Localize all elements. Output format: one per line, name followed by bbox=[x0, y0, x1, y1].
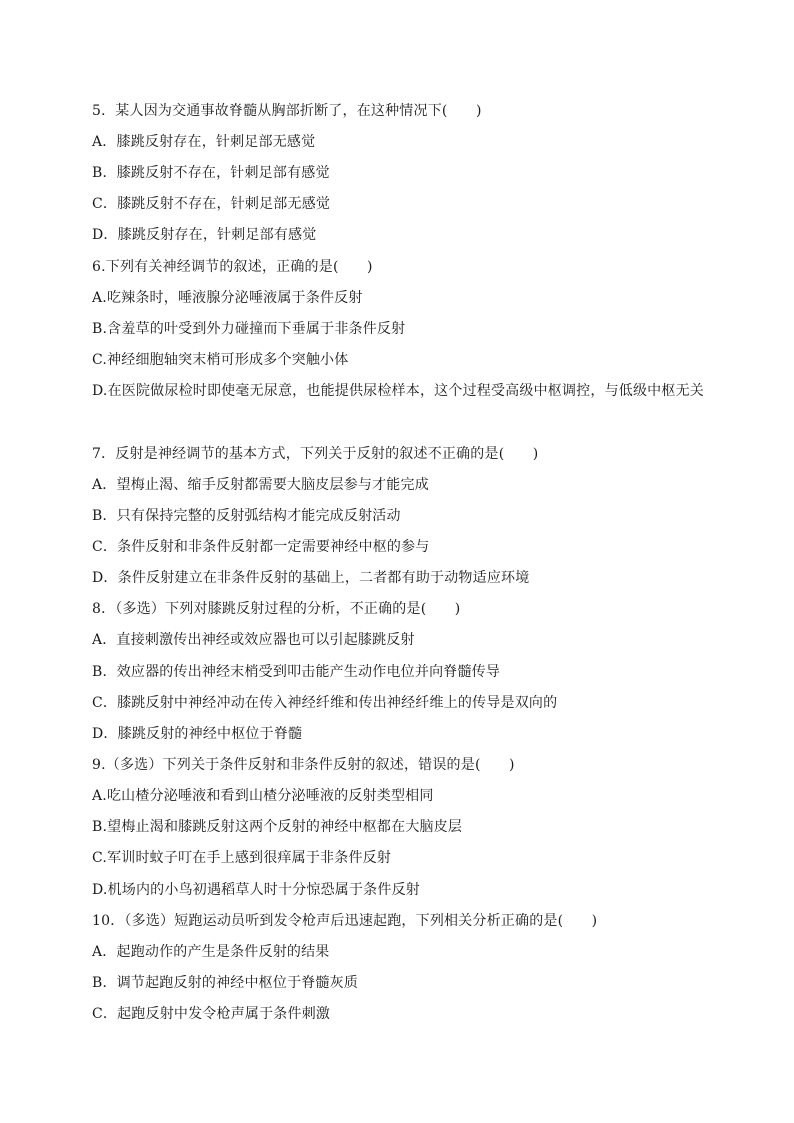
question-10-option-b: B．调节起跑反射的神经中枢位于脊髓灰质 bbox=[92, 975, 359, 991]
question-9-option-d: D.机场内的小鸟初遇稻草人时十分惊恐属于条件反射 bbox=[92, 882, 420, 898]
question-5-stem: 5．某人因为交通事故脊髓从胸部折断了，在这种情况下( ) bbox=[92, 103, 482, 119]
question-9-option-a: A.吃山楂分泌唾液和看到山楂分泌唾液的反射类型相同 bbox=[92, 788, 434, 804]
question-6-option-a: A.吃辣条时，唾液腺分泌唾液属于条件反射 bbox=[92, 290, 363, 306]
question-6-option-b: B.含羞草的叶受到外力碰撞而下垂属于非条件反射 bbox=[92, 321, 406, 337]
question-8-option-b: B．效应器的传出神经末梢受到叩击能产生动作电位并向脊髓传导 bbox=[92, 664, 501, 680]
question-7-option-c: C．条件反射和非条件反射都一定需要神经中枢的参与 bbox=[92, 539, 430, 555]
question-10-option-a: A．起跑动作的产生是条件反射的结果 bbox=[92, 944, 330, 960]
question-8-option-c: C．膝跳反射中神经冲动在传入神经纤维和传出神经纤维上的传导是双向的 bbox=[92, 695, 558, 711]
question-7-option-d: D．条件反射建立在非条件反射的基础上，二者都有助于动物适应环境 bbox=[92, 570, 530, 586]
question-9-option-b: B.望梅止渴和膝跳反射这两个反射的神经中枢都在大脑皮层 bbox=[92, 819, 463, 835]
question-7-option-b: B．只有保持完整的反射弧结构才能完成反射活动 bbox=[92, 508, 401, 524]
question-7-option-a: A．望梅止渴、缩手反射都需要大脑皮层参与才能完成 bbox=[92, 477, 429, 493]
question-8-stem: 8．（多选）下列对膝跳反射过程的分析，不正确的是( ) bbox=[92, 601, 461, 617]
question-6-option-d: D.在医院做尿检时即使毫无尿意，也能提供尿检样本，这个过程受高级中枢调控，与低级中枢无关 bbox=[92, 383, 704, 399]
question-6-stem: 6.下列有关神经调节的叙述，正确的是( ) bbox=[92, 259, 373, 275]
question-8-option-d: D．膝跳反射的神经中枢位于脊髓 bbox=[92, 726, 303, 742]
question-9-option-c: C.军训时蚊子叮在手上感到很痒属于非条件反射 bbox=[92, 850, 392, 866]
question-5-option-a: A．膝跳反射存在，针刺足部无感觉 bbox=[92, 134, 316, 150]
question-5-option-b: B．膝跳反射不存在，针刺足部有感觉 bbox=[92, 165, 330, 181]
question-6-option-c: C.神经细胞轴突末梢可形成多个突触小体 bbox=[92, 352, 349, 368]
question-8-option-a: A．直接刺激传出神经或效应器也可以引起膝跳反射 bbox=[92, 632, 415, 648]
question-10-option-c: C．起跑反射中发令枪声属于条件刺激 bbox=[92, 1006, 331, 1022]
question-5-option-d: D．膝跳反射存在，针刺足部有感觉 bbox=[92, 227, 317, 243]
question-7-stem: 7．反射是神经调节的基本方式，下列关于反射的叙述不正确的是( ) bbox=[92, 446, 539, 462]
question-5-option-c: C．膝跳反射不存在，针刺足部无感觉 bbox=[92, 196, 331, 212]
question-10-stem: 10．（多选）短跑运动员听到发令枪声后迅速起跑，下列相关分析正确的是( ) bbox=[92, 913, 598, 929]
question-9-stem: 9.（多选）下列关于条件反射和非条件反射的叙述，错误的是( ) bbox=[92, 757, 515, 773]
